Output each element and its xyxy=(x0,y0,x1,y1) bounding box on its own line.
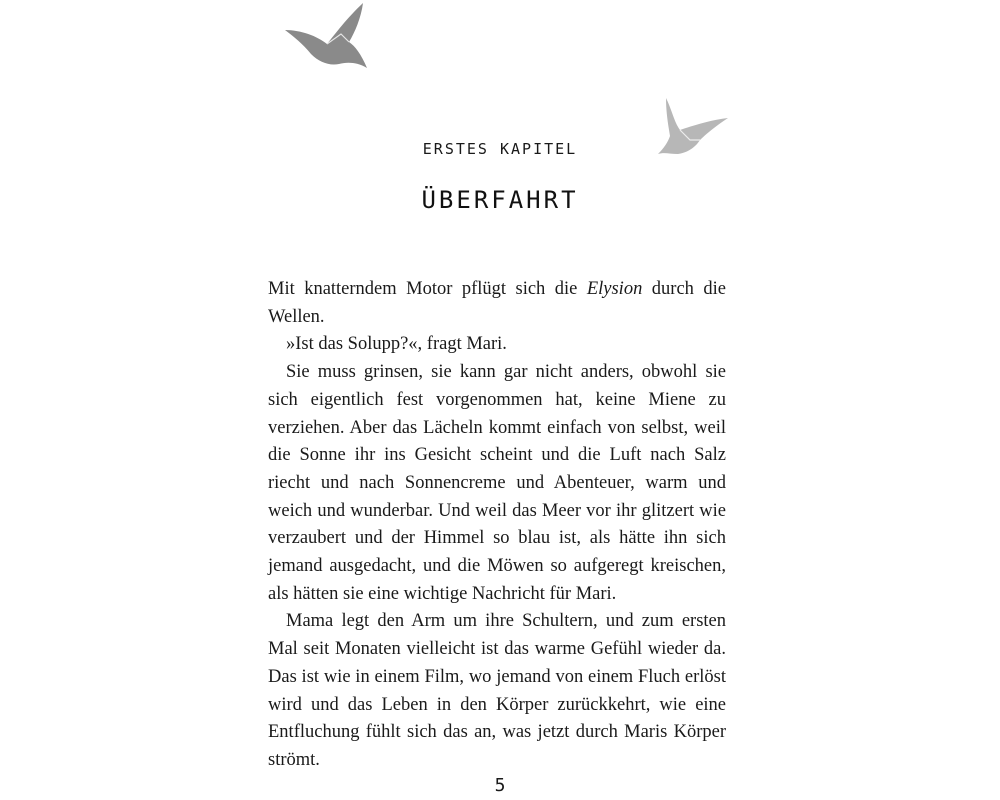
paragraph: Mit knatterndem Motor pflügt sich die Elysion durch die Wellen. xyxy=(268,279,726,327)
paragraph: »Ist das Solupp?«, fragt Mari. xyxy=(286,334,507,355)
body-text xyxy=(268,276,726,775)
paragraph: Mama legt den Arm um ihre Schultern, und zum ersten Mal seit Monaten vielleicht ist das warme Gefühl wieder da. Das ist wie in einem Film, wo jemand von einem Fluch erlöst wird und das Leben in den Körper zurückkehrt, wie eine Entfluchung fühlt sich das an, was jetzt durch Maris Körper strömt. xyxy=(268,611,726,770)
paragraph: Sie muss grinsen, sie kann gar nicht anders, obwohl sie sich eigentlich fest vorgenommen hat, keine Miene zu verziehen. Aber das Lächeln kommt einfach von selbst, weil die Sonne ihr ins Gesicht scheint und die Luft nach Salz riecht und nach Sonnencreme und Abenteuer, warm und weich und wunderbar. Und weil das Meer vor ihr glitzert wie verzaubert und der Himmel so blau ist, als hätte ihn sich jemand ausgedacht, und die Möwen so aufgeregt kreischen, als hätten sie eine wichtige Nachricht für Mari. xyxy=(268,362,726,604)
ship-name: Elysion xyxy=(586,279,643,299)
seagull-icon xyxy=(283,0,373,74)
chapter-title: ÜBERFAHRT xyxy=(421,186,579,214)
page-number: 5 xyxy=(494,775,506,796)
chapter-label: ERSTES KAPITEL xyxy=(422,140,578,158)
